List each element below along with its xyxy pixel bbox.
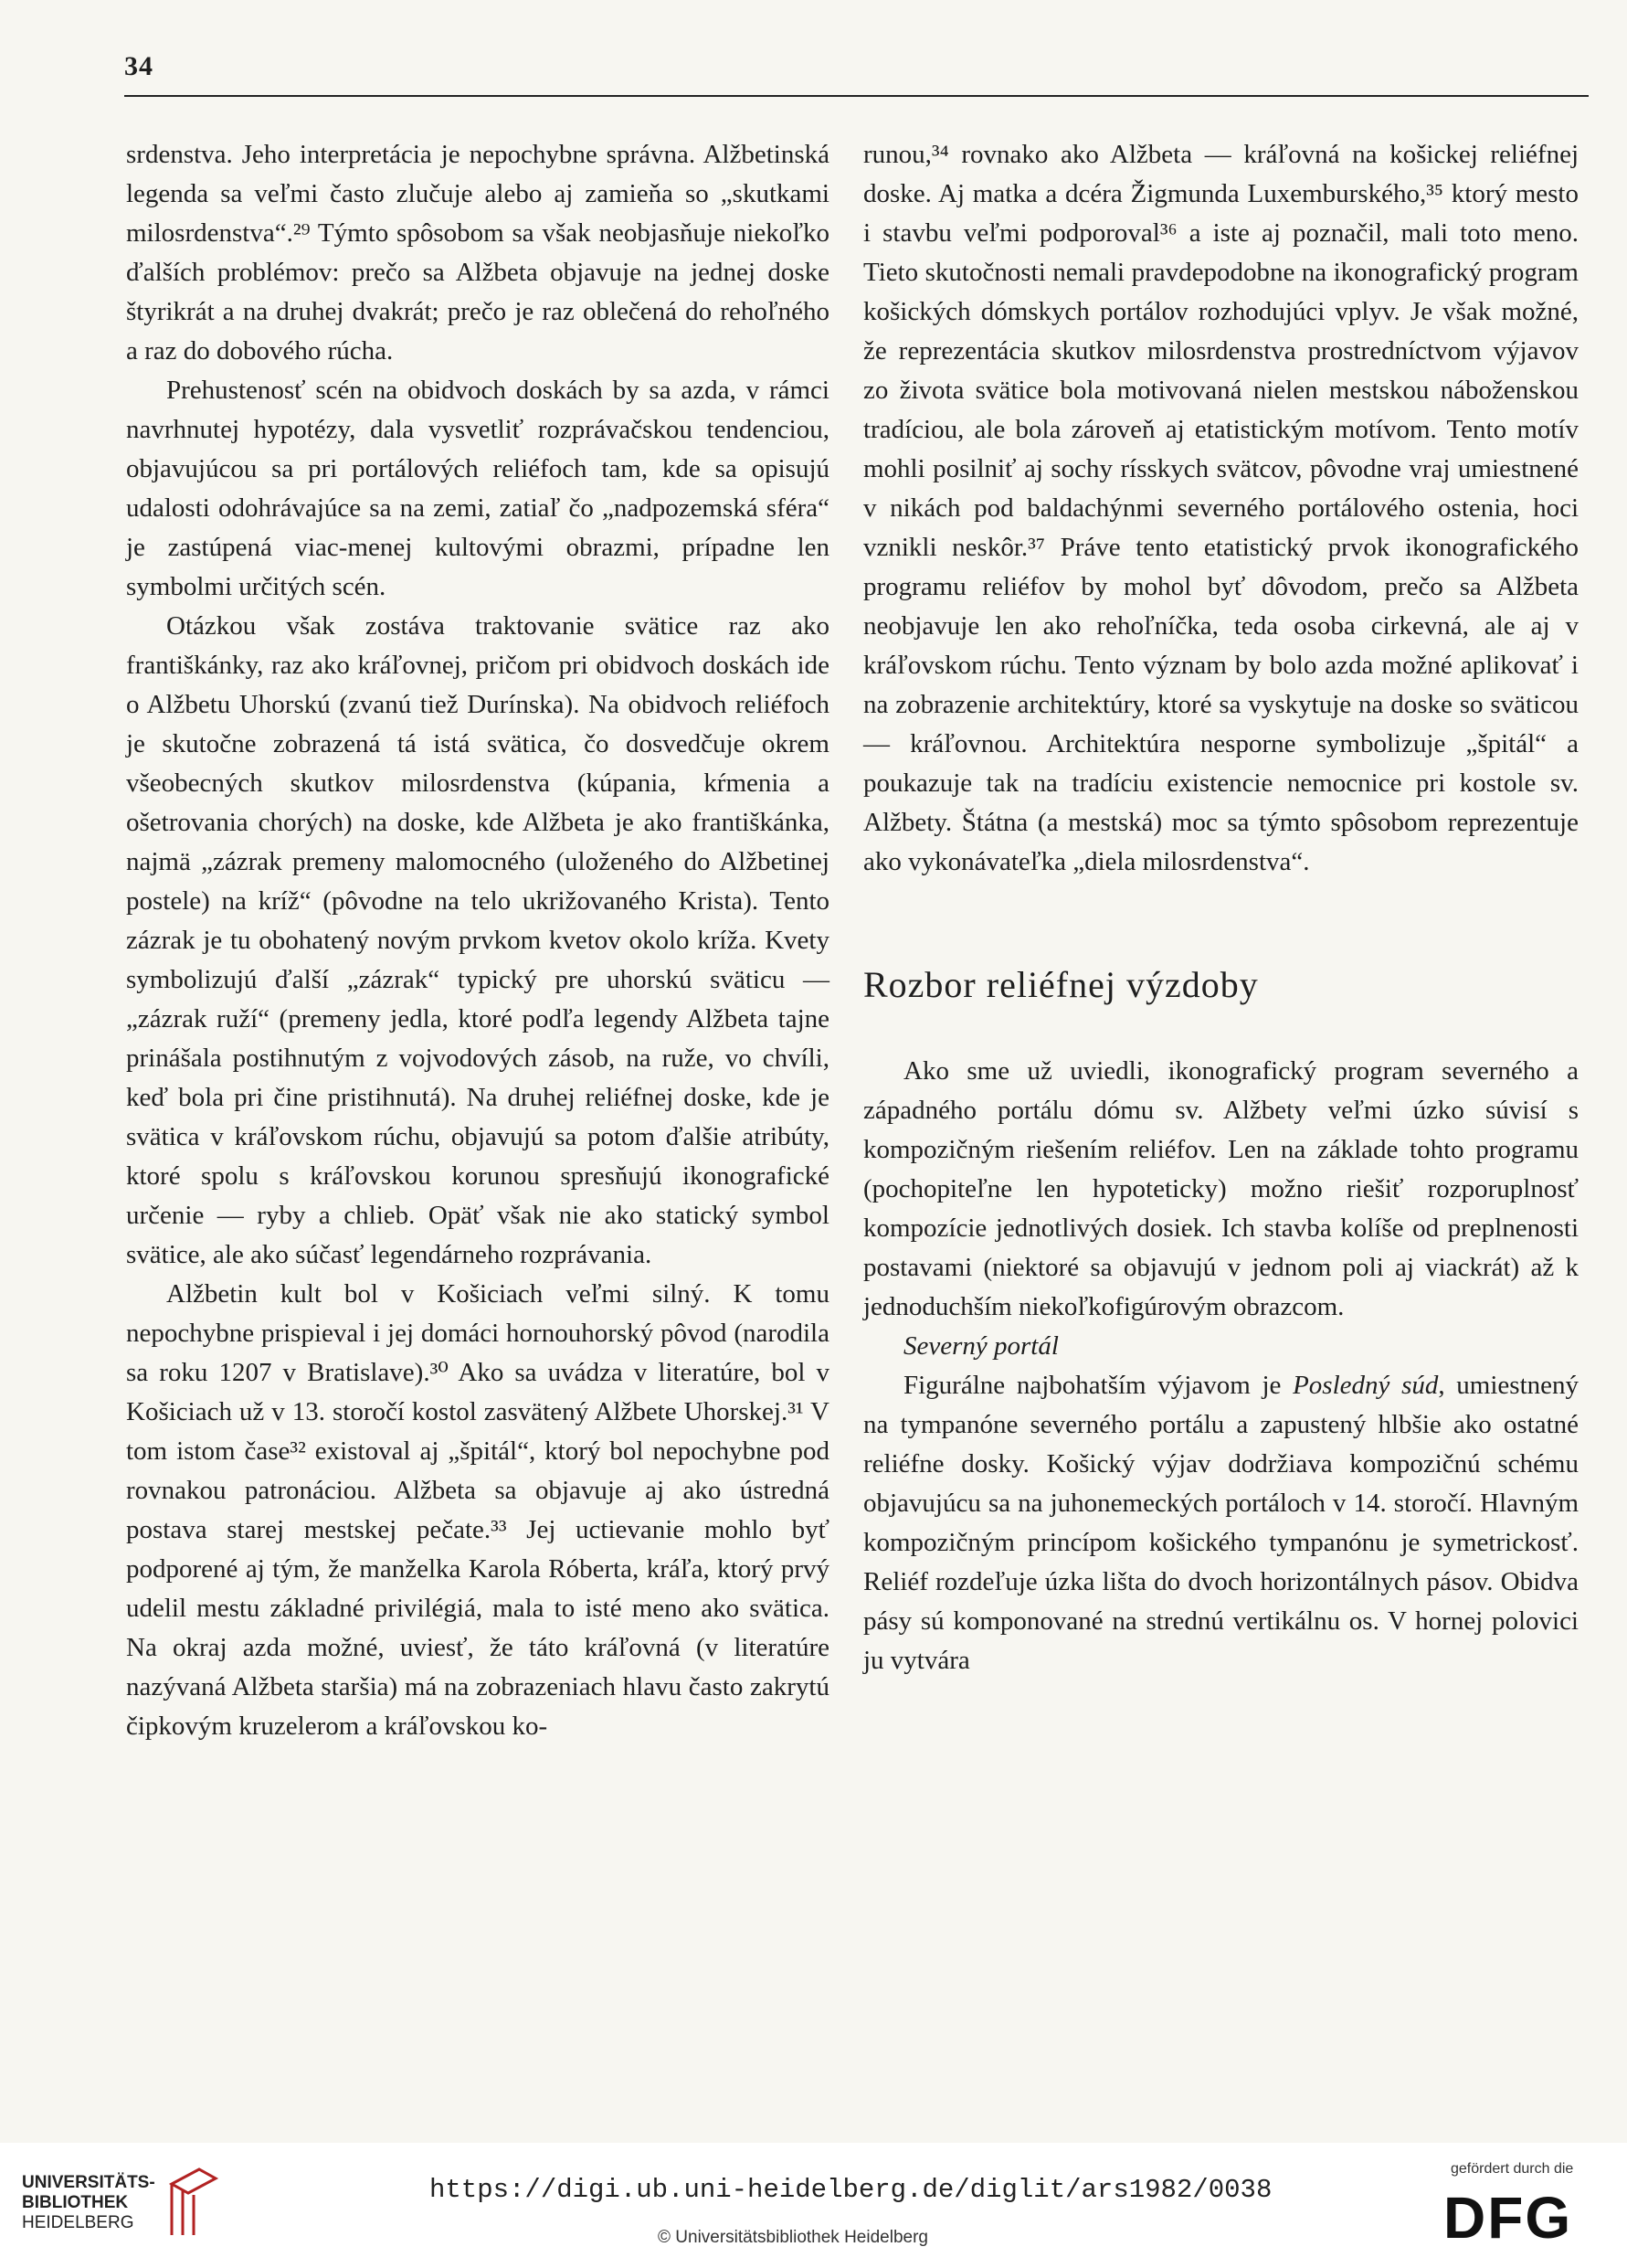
library-name-line: UNIVERSITÄTS- [22, 2173, 155, 2192]
paragraph: runou,³⁴ rovnako ako Alžbeta — kráľovná na košickej reliéfnej doske. Aj matka a dcéra Žigmunda Luxemburského,³⁵ ktorý mesto i stavbu veľmi podporoval³⁶ a iste aj poznačil, mali toto meno. Tieto skutočnosti nemali pravdepodobne na ikonografický program košických dómskych portálov rozhodujúci vplyv. Je však možné, že reprezentácia skutkov milosrdenstva prostredníctvom výjavov zo života svätice bola motivovaná nielen mestskou náboženskou tradíciou, ale bola zároveň aj etatistickým motívom. Tento motív mohli posilniť aj sochy rísskych svätcov, pôvodne vraj umiestnené v nikách pod baldachýnmi severného portálového ostenia, hoci vznikli neskôr.³⁷ Práve tento etatistický prvok ikonografického programu reliéfov by mohol byť dôvodom, prečo sa Alžbeta neobjavuje len ako rehoľníčka, teda osoba cirkevná, ale aj v kráľovskom rúchu. Tento význam by bolo azda možné aplikovať i na zobrazenie architektúry, ktoré sa vyskytuje na doske so sväticou — kráľovnou. Architektúra nesporne symbolizuje „špitál“ a poukazuje tak na tradíciu existencie nemocnice pri kostole sv. Alžbety. Štátna (a mestská) moc sa týmto spôsobom reprezentuje ako vykonávateľka „diela milosrdenstva“. [863, 140, 1579, 876]
copyright-notice: © Universitätsbibliothek Heidelberg [658, 2228, 928, 2247]
page-number: 34 [124, 51, 153, 81]
paragraph: srdenstva. Jeho interpretácia je nepochybne správna. Alžbetinská legenda sa veľmi často zlučuje alebo aj zamieňa so „skutkami milosrdenstva“.²⁹ Týmto spôsobom sa však neobjasňuje niekoľko ďalších problémov: prečo sa Alžbeta objavuje na jednej doske štyrikrát a na druhej dvakrát; prečo je raz oblečená do rehoľného a raz do dobového rúcha. [126, 140, 829, 366]
library-name-line: HEIDELBERG [22, 2213, 134, 2232]
text-run: , umiestnený na tympanóne severného portálu a zapustený hlbšie ako ostatné reliéfne dosky. Košický výjav dodržiava kompozičnú schému objavujúcu sa na juhonemeckých portáloch v 14. storočí. Hlavným kompozičným princípom košického tympanónu je symetrickosť. Reliéf rozdeľuje úzka lišta do dvoch horizontálnych pásov. Obidva pásy sú komponované na strednú vertikálnu os. V hornej polovici ju vytvára [863, 1371, 1579, 1675]
footer-bar [0, 2143, 1627, 2268]
left-column [126, 135, 829, 1746]
text-run: Figurálne najbohatším výjavom je [903, 1371, 1294, 1400]
permalink[interactable]: https://digi.ub.uni-heidelberg.de/diglit/ars1982/0038 [429, 2175, 1273, 2205]
subsection-heading: Severný portál [903, 1331, 1059, 1361]
dfg-logo[interactable]: DFG [1443, 2185, 1573, 2251]
library-name-line: BIBLIOTHEK [22, 2193, 129, 2212]
paragraph: Alžbetin kult bol v Košiciach veľmi silný. K tomu nepochybne prispieval i jej domáci hornouhorský pôvod (narodila sa roku 1207 v Bratislave).³⁰ Ako sa uvádza v literatúre, bol v Košiciach už v 13. storočí kostol zasvätený Alžbete Uhorskej.³¹ V tom istom čase³² existoval aj „špitál“, ktorý bol nepochybne pod rovnakou patronáciou. Alžbeta sa objavuje aj ako ústredná postava starej mestskej pečate.³³ Jej uctievanie mohlo byť podporené aj tým, že manželka Karola Róberta, kráľa, ktorý prvý udelil mestu základné privilégiá, mala to isté meno ako svätica. Na okraj azda možné, uviesť, že táto kráľovná (v literatúre nazývaná Alžbeta staršia) má na zobrazeniach hlavu často zakrytú čipkovým kruzelerom a kráľovskou ko- [126, 1279, 829, 1741]
funding-caption: gefördert durch die [1451, 2161, 1574, 2177]
header-rule [124, 95, 1589, 97]
right-column [863, 135, 1579, 1680]
paragraph: Otázkou však zostáva traktovanie svätice raz ako františkánky, raz ako kráľovnej, pričom pri obidvoch doskách ide o Alžbetu Uhorskú (zvanú tiež Durínska). Na obidvoch reliéfoch je skutočne zobrazená tá istá svätica, čo dosvedčuje okrem všeobecných skutkov milosrdenstva (kúpania, kŕmenia a ošetrovania chorých) na doske, kde Alžbeta je ako františkánka, najmä „zázrak premeny malomocného (uloženého do Alžbetinej postele) na kríž“ (pôvodne na telo ukrižovaného Krista). Tento zázrak je tu obohatený novým prvkom kvetov okolo kríža. Kvety symbolizujú ďalší „zázrak“ typický pre uhorskú sväticu — „zázrak ruží“ (premeny jedla, ktoré podľa legendy Alžbeta tajne prinášala postihnutým z vojvodových zásob, na ruže, vo chvíli, keď bola pri čine pristihnutá). Na druhej reliéfnej doske, kde je svätica v kráľovskom rúchu, objavujú sa potom ďalšie atribúty, ktoré spolu s kráľovskou korunou spresňujú ikonografické určenie — ryby a chlieb. Opäť však nie ako statický symbol svätice, ale ako súčasť legendárneho rozprávania. [126, 611, 829, 1269]
library-logo-mark-icon [163, 2166, 223, 2239]
paragraph: Prehustenosť scén na obidvoch doskách by sa azda, v rámci navrhnutej hypotézy, dala vysvetliť rozprávačskou tendenciou, objavujúcou sa pri portálových reliéfoch tam, kde sa opisujú udalosti odohrávajúce sa na zemi, zatiaľ čo „nadpozemská sféra“ je zastúpená viac-menej kultovými obrazmi, prípadne len symbolmi určitých scén. [126, 376, 829, 601]
paragraph [863, 1366, 1579, 1680]
library-logo[interactable] [22, 2173, 155, 2233]
paragraph: Ako sme už uviedli, ikonografický program severného a západného portálu dómu sv. Alžbety veľmi úzko súvisí s kompozičným riešením reliéfov. Len na základe tohto programu (pochopiteľne len hypoteticky) možno riešiť rozporuplnosť kompozície jednotlivých dosiek. Ich stavba kolíše od preplnenosti postavami (niektoré sa objavujú v jednom poli aj viackrát) až k jednoduchším niekoľkofigúrovým obrazcom. [863, 1056, 1579, 1321]
italic-title: Posledný súd [1293, 1371, 1439, 1400]
section-heading: Rozbor reliéfnej výzdoby [863, 964, 1259, 1005]
